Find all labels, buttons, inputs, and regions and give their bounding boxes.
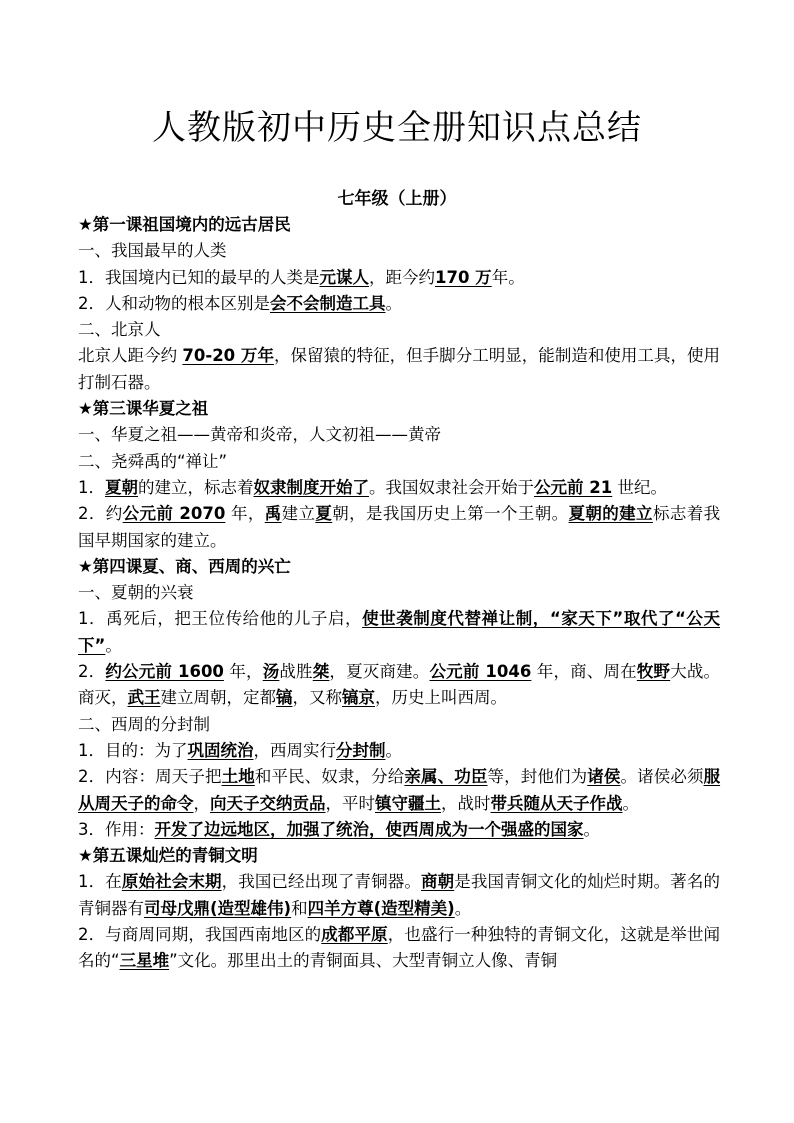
page-title: 人教版初中历史全册知识点总结 bbox=[152, 108, 642, 148]
key-term: 公元前 1046 bbox=[429, 662, 532, 682]
text-run: 年，商、周在 bbox=[531, 662, 637, 682]
paragraph bbox=[78, 659, 720, 712]
key-term: 带兵随从天子作战 bbox=[490, 793, 623, 813]
key-term: 镐京 bbox=[342, 688, 375, 708]
paragraph bbox=[78, 817, 720, 843]
key-term: 成都平原 bbox=[321, 925, 388, 945]
key-term: 170 万 bbox=[435, 267, 492, 287]
key-term: 商朝 bbox=[421, 872, 455, 892]
paragraph bbox=[78, 422, 720, 448]
key-term: 开发了边远地区，加强了统治，使西周成为一个强盛的国家 bbox=[154, 819, 584, 839]
lesson-heading bbox=[78, 843, 720, 869]
paragraph bbox=[78, 291, 720, 317]
text-run: 2． bbox=[78, 662, 106, 682]
key-term: 奴隶制度开始了 bbox=[253, 477, 369, 497]
key-term: 夏朝的建立 bbox=[568, 504, 653, 524]
text-run: 2．人和动物的根本区别是 bbox=[78, 293, 270, 313]
key-term: 元谋人 bbox=[319, 267, 369, 287]
paragraph bbox=[78, 343, 720, 396]
text-run: 3．作用： bbox=[78, 819, 155, 839]
text-run: 。 bbox=[385, 293, 402, 313]
text-run: 。 bbox=[622, 793, 639, 813]
text-run: 建立周朝，定都 bbox=[160, 688, 276, 708]
text-run: ★第四课夏、商、西周的兴亡 bbox=[78, 556, 291, 576]
text-run: 1． bbox=[78, 477, 105, 497]
text-run: 2．内容：周天子把 bbox=[78, 767, 222, 787]
key-term: 巩固统治 bbox=[187, 740, 254, 760]
key-term: 武王 bbox=[127, 688, 161, 708]
lesson-heading bbox=[78, 396, 720, 422]
key-term: 禹 bbox=[264, 504, 282, 524]
key-term: 会不会制造工具 bbox=[270, 293, 386, 313]
text-run: 一、华夏之祖——黄帝和炎帝，人文初祖——黄帝 bbox=[78, 425, 441, 445]
key-term: 公元前 2070 bbox=[122, 504, 226, 524]
key-term: 土地 bbox=[221, 767, 255, 787]
text-run: 。 bbox=[583, 819, 600, 839]
paragraph bbox=[78, 580, 720, 606]
text-run: 二、北京人 bbox=[78, 320, 161, 340]
text-run: ，夏灭商建。 bbox=[329, 662, 430, 682]
text-run: 1．禹死后，把王位传给他的儿子启， bbox=[78, 609, 363, 629]
text-run: ★第三课华夏之祖 bbox=[78, 399, 209, 419]
text-run: 朝，是我国历史上第一个王朝。 bbox=[332, 504, 569, 524]
text-run: 战胜 bbox=[279, 662, 313, 682]
key-term: 夏朝 bbox=[105, 477, 138, 497]
text-run: 二、尧舜禹的“禅让” bbox=[78, 451, 228, 471]
key-term: 桀 bbox=[312, 662, 330, 682]
text-run: ，历史上叫西周。 bbox=[375, 688, 507, 708]
text-run: ，平时 bbox=[325, 793, 375, 813]
paragraph bbox=[78, 265, 720, 291]
text-run: 1．我国境内已知的最早的人类是 bbox=[78, 267, 320, 287]
key-term: 四羊方尊(造型精美) bbox=[307, 898, 455, 918]
text-run: ， bbox=[193, 793, 210, 813]
text-run: 2．约 bbox=[78, 504, 123, 524]
key-term: 原始社会末期 bbox=[121, 872, 222, 892]
text-run: ★第一课祖国境内的远古居民 bbox=[78, 215, 291, 234]
key-term: 牧野 bbox=[636, 662, 671, 682]
text-run: 世纪。 bbox=[612, 477, 667, 497]
key-term: 夏 bbox=[315, 504, 333, 524]
paragraph bbox=[78, 475, 720, 501]
text-run: 一、我国最早的人类 bbox=[78, 241, 227, 261]
paragraph bbox=[78, 449, 720, 475]
text-run: 1．在 bbox=[78, 872, 122, 892]
key-term: 亲属、功臣 bbox=[404, 767, 488, 787]
text-run: ，西周实行 bbox=[253, 740, 336, 760]
text-run: 一、夏朝的兴衰 bbox=[78, 583, 194, 603]
key-term: 使世袭制度代替禅让制，“家天下”取代了“公天下” bbox=[78, 609, 720, 655]
text-run: 2．与商周同期，我国西南地区的 bbox=[78, 925, 322, 945]
text-run: 年， bbox=[225, 504, 265, 524]
text-run: 等，封他们为 bbox=[487, 767, 588, 787]
text-run: ，战时 bbox=[441, 793, 491, 813]
text-run: 标志着我国早期国家的建立。 bbox=[78, 504, 721, 550]
paragraph bbox=[78, 764, 720, 817]
paragraph bbox=[78, 712, 720, 738]
key-term: 70-20 万年 bbox=[182, 346, 274, 366]
paragraph bbox=[78, 606, 720, 659]
text-run: ，我国已经出现了青铜器。 bbox=[221, 872, 421, 892]
text-run: 的建立，标志着 bbox=[138, 477, 254, 497]
section-heading: 七年级（上册） bbox=[337, 189, 457, 209]
text-run: 北京人距今约 bbox=[78, 346, 183, 366]
text-run: ，保留猿的特征，但手脚分工明显，能制造和使用工具，使用打制石器。 bbox=[78, 346, 720, 392]
key-term: 公元前 21 bbox=[534, 477, 613, 497]
text-run: 二、西周的分封制 bbox=[78, 714, 210, 734]
text-run: 年， bbox=[223, 662, 263, 682]
text-run: ，也盛行一种独特的青铜文化，这就是举世闻名的“ bbox=[78, 925, 721, 971]
text-run: ★第五课灿烂的青铜文明 bbox=[78, 846, 258, 866]
text-run: 。 bbox=[385, 740, 402, 760]
key-term: 服从周天子的命令 bbox=[78, 767, 721, 813]
text-run: 年。 bbox=[491, 267, 525, 287]
key-term: 镇守疆土 bbox=[375, 793, 441, 813]
key-term: 司母戊鼎(造型雄伟) bbox=[144, 898, 292, 918]
document-body bbox=[78, 212, 720, 975]
text-run: 。 bbox=[454, 898, 472, 918]
paragraph bbox=[78, 738, 720, 764]
text-run: 是我国青铜文化的灿烂时期。著名的青铜器有 bbox=[78, 872, 721, 918]
key-term: 分封制 bbox=[336, 740, 386, 760]
key-term: 镐 bbox=[276, 688, 293, 708]
lesson-heading bbox=[78, 554, 720, 580]
key-term: 汤 bbox=[262, 662, 280, 682]
text-run: 1．目的：为了 bbox=[78, 740, 188, 760]
text-run: ，距今约 bbox=[369, 267, 435, 287]
key-term: 向天子交纳贡品 bbox=[210, 793, 326, 813]
key-term: 诸侯 bbox=[587, 767, 621, 787]
paragraph bbox=[78, 922, 720, 975]
text-run: ”文化。那里出土的青铜面具、大型青铜立人像、青铜 bbox=[169, 951, 558, 971]
text-run: 。我国奴隶社会开始于 bbox=[369, 477, 534, 497]
paragraph bbox=[78, 869, 720, 922]
lesson-heading bbox=[78, 212, 720, 238]
text-run: 。诸侯必须 bbox=[620, 767, 704, 787]
key-term: 三星堆 bbox=[119, 951, 170, 971]
text-run: 大战。商灭， bbox=[78, 662, 721, 708]
text-run: 建立 bbox=[281, 504, 316, 524]
text-run: 和平民、奴隶，分给 bbox=[254, 767, 405, 787]
text-run: 。 bbox=[105, 635, 122, 655]
text-run: 和 bbox=[291, 898, 308, 918]
key-term: 约公元前 1600 bbox=[105, 662, 224, 682]
paragraph bbox=[78, 238, 720, 264]
paragraph bbox=[78, 501, 720, 554]
paragraph bbox=[78, 317, 720, 343]
text-run: ，又称 bbox=[292, 688, 342, 708]
